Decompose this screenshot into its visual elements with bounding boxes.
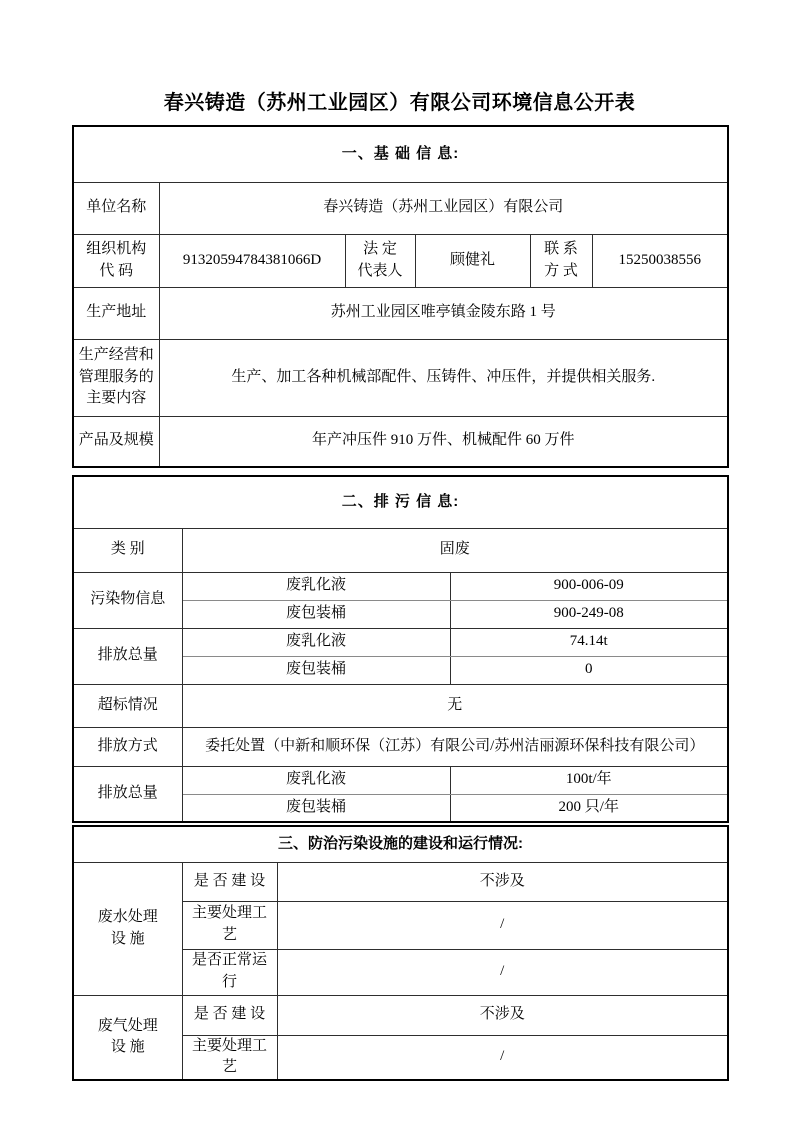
section-heading-discharge-info: 二、排 污 信 息:: [73, 476, 728, 528]
waste-gas-facility-label-line2: 设 施: [110, 1039, 145, 1056]
pollutant-code: 900-006-09: [450, 572, 728, 600]
document-title: 春兴铸造（苏州工业园区）有限公司环境信息公开表: [163, 92, 636, 114]
wastewater-process-label: [182, 901, 277, 949]
contact-label-line2: 方 式: [544, 262, 578, 279]
section-heading-basic-info: 一、基 础 信 息:: [73, 126, 728, 182]
wastewater-operation-label-line1: 是否正常运: [191, 952, 267, 969]
waste-gas-process-label-line1: 主要处理工: [191, 1037, 267, 1054]
unit-name-label: 单位名称: [73, 182, 159, 234]
exceedance-value: 无: [182, 684, 728, 727]
address-value: 苏州工业园区唯亭镇金陵东路 1 号: [159, 287, 728, 339]
legal-rep-label-line2: 代表人: [357, 262, 403, 279]
category-value: 固废: [182, 528, 728, 572]
wastewater-facility-label-line1: 废水处理: [97, 908, 158, 925]
org-code-label-line2: 代 码: [99, 262, 134, 279]
total-discharge-label: 排放总量: [73, 628, 182, 684]
wastewater-operation-value: /: [277, 949, 728, 995]
waste-gas-process-label-line2: 艺: [221, 1059, 237, 1076]
products-label: 产品及规模: [73, 416, 159, 467]
facilities-table: [72, 825, 729, 1081]
waste-gas-built-value: 不涉及: [277, 995, 728, 1035]
contact-label-line1: 联 系: [544, 240, 578, 257]
products-value: 年产冲压件 910 万件、机械配件 60 万件: [159, 416, 728, 467]
org-code-label-line1: 组织机构: [86, 240, 147, 257]
contact-label: [530, 234, 592, 287]
category-label: 类 别: [73, 528, 182, 572]
wastewater-process-label-line2: 艺: [221, 927, 237, 943]
wastewater-operation-label: [182, 949, 277, 995]
discharge-item-name: 废包装桶: [182, 656, 450, 684]
business-scope-label-line1: 生产经营和: [78, 346, 154, 363]
discharge-method-value: 委托处置（中新和顺环保（江苏）有限公司/苏州洁丽源环保科技有限公司）: [182, 727, 728, 766]
pollutant-code: 900-249-08: [450, 600, 728, 628]
address-label: 生产地址: [73, 287, 159, 339]
business-scope-label-line2: 管理服务的: [78, 368, 154, 385]
waste-gas-facility-label: [73, 995, 182, 1080]
document-body: [72, 86, 727, 1081]
permitted-item-name: 废包装桶: [182, 794, 450, 822]
wastewater-built-label: 是 否 建 设: [182, 862, 277, 901]
wastewater-built-value: 不涉及: [277, 862, 728, 901]
permitted-item-name: 废乳化液: [182, 766, 450, 794]
wastewater-operation-label-line2: 行: [221, 974, 237, 990]
pollutants-label: 污染物信息: [73, 572, 182, 628]
discharge-item-amount: 0: [450, 656, 728, 684]
discharge-method-label: 排放方式: [73, 727, 182, 766]
wastewater-facility-label: [73, 862, 182, 995]
legal-rep-label: [345, 234, 415, 287]
permitted-total-label: 排放总量: [73, 766, 182, 822]
permitted-item-amount: 200 只/年: [450, 794, 728, 822]
wastewater-facility-label-line2: 设 施: [110, 930, 145, 947]
business-scope-value: 生产、加工各种机械部配件、压铸件、冲压件，并提供相关服务.: [159, 339, 728, 416]
wastewater-process-label-line1: 主要处理工: [191, 905, 267, 922]
business-scope-label-line3: 主要内容: [86, 390, 147, 407]
contact-value: 15250038556: [592, 234, 728, 287]
discharge-info-table: [72, 475, 729, 823]
waste-gas-facility-label-line1: 废气处理: [97, 1017, 158, 1034]
exceedance-label: 超标情况: [73, 684, 182, 727]
pollutant-name: 废乳化液: [182, 572, 450, 600]
waste-gas-built-label: 是 否 建 设: [182, 995, 277, 1035]
legal-rep-value: 顾健礼: [415, 234, 530, 287]
discharge-item-name: 废乳化液: [182, 628, 450, 656]
permitted-item-amount: 100t/年: [450, 766, 728, 794]
discharge-item-amount: 74.14t: [450, 628, 728, 656]
wastewater-process-value: /: [277, 901, 728, 949]
org-code-value: 91320594784381066D: [159, 234, 345, 287]
waste-gas-process-value: /: [277, 1035, 728, 1080]
unit-name-value: 春兴铸造（苏州工业园区）有限公司: [159, 182, 728, 234]
waste-gas-process-label: [182, 1035, 277, 1080]
legal-rep-label-line1: 法 定: [363, 240, 397, 257]
org-code-label: [73, 234, 159, 287]
basic-info-table: [72, 125, 729, 468]
pollutant-name: 废包装桶: [182, 600, 450, 628]
section-heading-facilities: 三、防治污染设施的建设和运行情况:: [73, 826, 728, 862]
business-scope-label: [73, 339, 159, 416]
